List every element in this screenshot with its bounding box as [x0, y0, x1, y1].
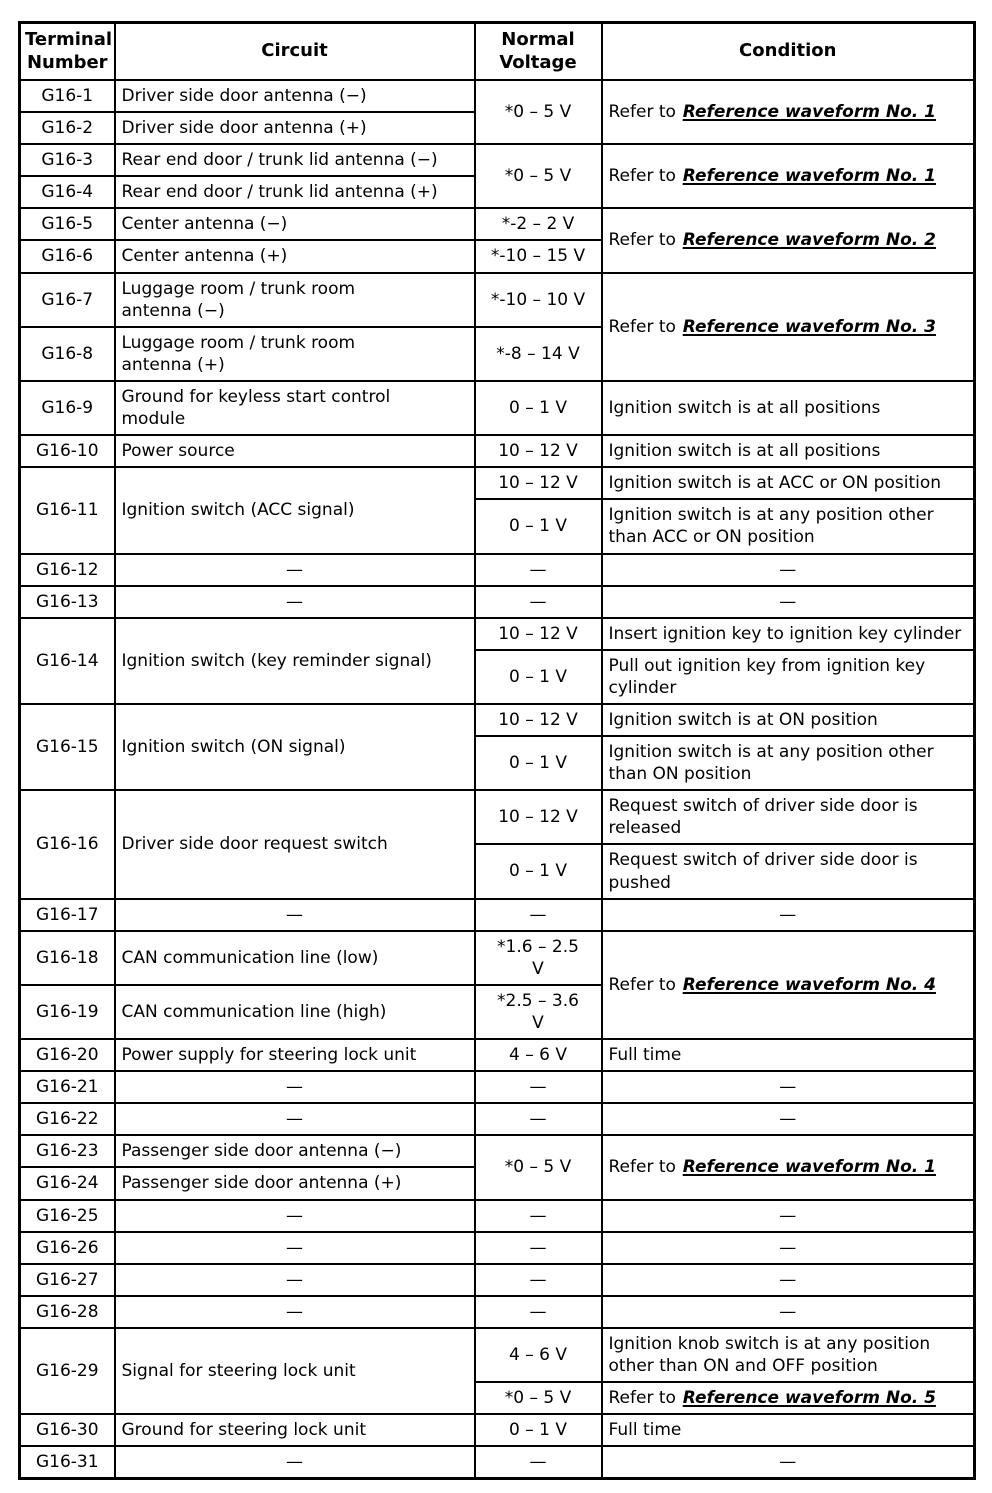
terminal-cell: G16-3 — [20, 144, 115, 176]
condition-cell: Ignition switch is at all positions — [602, 435, 975, 467]
terminal-cell: G16-8 — [20, 327, 115, 381]
terminal-cell: G16-10 — [20, 435, 115, 467]
terminal-cell: G16-7 — [20, 273, 115, 327]
condition-cell — [602, 1135, 975, 1199]
refer-to-text: Refer to — [608, 1157, 676, 1178]
voltage-cell: 4 – 6 V — [475, 1328, 602, 1382]
condition-cell: Ignition switch is at ON position — [602, 704, 975, 736]
circuit-cell: Center antenna (−) — [115, 208, 475, 240]
condition-cell — [602, 931, 975, 1039]
circuit-cell: Passenger side door antenna (−) — [115, 1135, 475, 1167]
circuit-cell: — — [115, 899, 475, 931]
terminal-cell: G16-30 — [20, 1414, 115, 1446]
terminal-cell: G16-12 — [20, 554, 115, 586]
voltage-cell: *0 – 5 V — [475, 144, 602, 208]
waveform-link[interactable]: Reference waveform No. 1 — [682, 166, 936, 187]
table-row — [20, 554, 975, 586]
circuit-text: Luggage room / trunk room antenna (−) — [121, 278, 356, 321]
voltage-cell: — — [475, 1296, 602, 1328]
table-row — [20, 1103, 975, 1135]
condition-cell: Full time — [602, 1414, 975, 1446]
voltage-cell: 0 – 1 V — [475, 381, 602, 435]
table-row — [20, 931, 975, 985]
voltage-cell: — — [475, 1264, 602, 1296]
voltage-cell: *-8 – 14 V — [475, 327, 602, 381]
table-row — [20, 435, 975, 467]
terminal-cell: G16-16 — [20, 790, 115, 898]
terminal-cell: G16-31 — [20, 1446, 115, 1479]
refer-to-text: Refer to — [608, 316, 676, 337]
voltage-cell: 0 – 1 V — [475, 499, 602, 553]
header-condition: Condition — [602, 23, 975, 81]
header-row — [20, 23, 975, 81]
circuit-cell: Passenger side door antenna (+) — [115, 1167, 475, 1199]
table-row — [20, 273, 975, 327]
circuit-cell: — — [115, 1103, 475, 1135]
table-row — [20, 618, 975, 650]
terminal-cell: G16-1 — [20, 80, 115, 112]
circuit-cell: CAN communication line (low) — [115, 931, 475, 985]
condition-cell: Pull out ignition key from ignition key cylinder — [602, 650, 975, 704]
condition-cell: Ignition knob switch is at any position other than ON and OFF position — [602, 1328, 975, 1382]
voltage-cell: 0 – 1 V — [475, 844, 602, 898]
circuit-cell: Power source — [115, 435, 475, 467]
voltage-cell: — — [475, 1103, 602, 1135]
voltage-cell: 10 – 12 V — [475, 467, 602, 499]
condition-cell: — — [602, 586, 975, 618]
voltage-cell: *-10 – 10 V — [475, 273, 602, 327]
table-row — [20, 1135, 975, 1167]
terminal-cell: G16-6 — [20, 240, 115, 272]
table-row — [20, 1414, 975, 1446]
refer-to-text: Refer to — [608, 102, 676, 123]
waveform-link[interactable]: Reference waveform No. 3 — [682, 316, 936, 337]
condition-cell — [602, 144, 975, 208]
terminal-cell: G16-28 — [20, 1296, 115, 1328]
refer-to-text: Refer to — [608, 974, 676, 995]
circuit-cell: Rear end door / trunk lid antenna (−) — [115, 144, 475, 176]
terminal-cell: G16-14 — [20, 618, 115, 704]
condition-cell: — — [602, 554, 975, 586]
circuit-cell — [115, 273, 475, 327]
circuit-cell: Power supply for steering lock unit — [115, 1039, 475, 1071]
condition-cell: Ignition switch is at ACC or ON position — [602, 467, 975, 499]
table-row — [20, 1328, 975, 1382]
terminal-cell: G16-13 — [20, 586, 115, 618]
condition-cell — [602, 80, 975, 144]
voltage-cell — [475, 985, 602, 1039]
header-circuit: Circuit — [115, 23, 475, 81]
header-terminal-number: Terminal Number — [20, 23, 115, 81]
terminal-cell: G16-2 — [20, 112, 115, 144]
voltage-cell: — — [475, 1446, 602, 1479]
voltage-cell: 0 – 1 V — [475, 650, 602, 704]
circuit-cell: Ignition switch (ON signal) — [115, 704, 475, 790]
condition-cell: Ignition switch is at any position other than ON position — [602, 736, 975, 790]
terminal-cell: G16-18 — [20, 931, 115, 985]
terminal-cell: G16-27 — [20, 1264, 115, 1296]
condition-cell: Request switch of driver side door is pushed — [602, 844, 975, 898]
voltage-cell — [475, 931, 602, 985]
table-row — [20, 1071, 975, 1103]
condition-cell: Insert ignition key to ignition key cylinder — [602, 618, 975, 650]
circuit-cell: Signal for steering lock unit — [115, 1328, 475, 1414]
table-row — [20, 1264, 975, 1296]
terminal-cell: G16-24 — [20, 1167, 115, 1199]
table-row — [20, 704, 975, 736]
terminal-cell: G16-21 — [20, 1071, 115, 1103]
waveform-link[interactable]: Reference waveform No. 4 — [682, 974, 936, 995]
table-row — [20, 381, 975, 435]
condition-cell — [602, 208, 975, 272]
circuit-cell: Driver side door antenna (−) — [115, 80, 475, 112]
voltage-text: *2.5 – 3.6 V — [497, 990, 579, 1033]
circuit-cell: Driver side door request switch — [115, 790, 475, 898]
refer-to-text: Refer to — [608, 1388, 676, 1409]
condition-cell: Request switch of driver side door is released — [602, 790, 975, 844]
terminal-cell: G16-20 — [20, 1039, 115, 1071]
voltage-cell: — — [475, 586, 602, 618]
circuit-text: Luggage room / trunk room antenna (+) — [121, 332, 356, 375]
terminal-cell: G16-23 — [20, 1135, 115, 1167]
circuit-cell: CAN communication line (high) — [115, 985, 475, 1039]
circuit-cell: — — [115, 1446, 475, 1479]
circuit-cell: Ignition switch (ACC signal) — [115, 467, 475, 553]
terminal-cell: G16-29 — [20, 1328, 115, 1414]
voltage-cell: *0 – 5 V — [475, 1135, 602, 1199]
terminal-cell: G16-19 — [20, 985, 115, 1039]
waveform-link[interactable]: Reference waveform No. 1 — [682, 1157, 936, 1178]
table-row — [20, 790, 975, 844]
circuit-cell: Ignition switch (key reminder signal) — [115, 618, 475, 704]
table-row — [20, 144, 975, 176]
waveform-link[interactable]: Reference waveform No. 5 — [682, 1388, 936, 1409]
voltage-cell: — — [475, 1071, 602, 1103]
voltage-cell: *-10 – 15 V — [475, 240, 602, 272]
condition-cell: — — [602, 1446, 975, 1479]
terminal-cell: G16-5 — [20, 208, 115, 240]
terminal-cell: G16-25 — [20, 1200, 115, 1232]
voltage-text: *1.6 – 2.5 V — [497, 936, 579, 979]
waveform-link[interactable]: Reference waveform No. 1 — [682, 102, 936, 123]
condition-cell: — — [602, 1264, 975, 1296]
circuit-cell: — — [115, 586, 475, 618]
condition-cell — [602, 1382, 975, 1414]
terminal-voltage-table — [18, 21, 976, 1480]
circuit-text: Ground for keyless start control module — [121, 386, 391, 430]
circuit-cell: Rear end door / trunk lid antenna (+) — [115, 176, 475, 208]
table-row — [20, 1296, 975, 1328]
terminal-cell: G16-17 — [20, 899, 115, 931]
header-normal-voltage: Normal Voltage — [475, 23, 602, 81]
condition-cell: — — [602, 899, 975, 931]
voltage-cell: 10 – 12 V — [475, 790, 602, 844]
circuit-cell — [115, 381, 475, 435]
table-row — [20, 1232, 975, 1264]
table-row — [20, 208, 975, 240]
voltage-cell: 10 – 12 V — [475, 618, 602, 650]
terminal-cell: G16-22 — [20, 1103, 115, 1135]
table-row — [20, 1446, 975, 1479]
voltage-cell: *-2 – 2 V — [475, 208, 602, 240]
circuit-cell: — — [115, 1200, 475, 1232]
circuit-cell: Center antenna (+) — [115, 240, 475, 272]
terminal-cell: G16-26 — [20, 1232, 115, 1264]
table-row — [20, 586, 975, 618]
condition-cell: Full time — [602, 1039, 975, 1071]
condition-cell: — — [602, 1296, 975, 1328]
condition-cell: — — [602, 1071, 975, 1103]
condition-cell: — — [602, 1103, 975, 1135]
table-row — [20, 1039, 975, 1071]
voltage-cell: — — [475, 554, 602, 586]
terminal-cell: G16-15 — [20, 704, 115, 790]
condition-cell: — — [602, 1200, 975, 1232]
condition-cell: Ignition switch is at any position other than ACC or ON position — [602, 499, 975, 553]
circuit-cell: Ground for steering lock unit — [115, 1414, 475, 1446]
refer-to-text: Refer to — [608, 166, 676, 187]
circuit-cell: — — [115, 1232, 475, 1264]
condition-cell: Ignition switch is at all positions — [602, 381, 975, 435]
terminal-cell: G16-9 — [20, 381, 115, 435]
voltage-cell: 0 – 1 V — [475, 1414, 602, 1446]
waveform-link[interactable]: Reference waveform No. 2 — [682, 230, 936, 251]
table-row — [20, 1200, 975, 1232]
terminal-cell: G16-4 — [20, 176, 115, 208]
voltage-cell: — — [475, 1200, 602, 1232]
circuit-cell: — — [115, 1296, 475, 1328]
voltage-cell: — — [475, 899, 602, 931]
refer-to-text: Refer to — [608, 230, 676, 251]
voltage-cell: *0 – 5 V — [475, 80, 602, 144]
voltage-cell: 4 – 6 V — [475, 1039, 602, 1071]
voltage-cell: 10 – 12 V — [475, 435, 602, 467]
condition-cell: — — [602, 1232, 975, 1264]
circuit-cell: — — [115, 554, 475, 586]
circuit-cell: — — [115, 1264, 475, 1296]
table-row — [20, 467, 975, 499]
circuit-cell: — — [115, 1071, 475, 1103]
condition-cell — [602, 273, 975, 381]
circuit-cell: Driver side door antenna (+) — [115, 112, 475, 144]
table-row — [20, 899, 975, 931]
voltage-cell: *0 – 5 V — [475, 1382, 602, 1414]
terminal-cell: G16-11 — [20, 467, 115, 553]
voltage-cell: — — [475, 1232, 602, 1264]
voltage-cell: 10 – 12 V — [475, 704, 602, 736]
table-row — [20, 80, 975, 112]
circuit-cell — [115, 327, 475, 381]
voltage-cell: 0 – 1 V — [475, 736, 602, 790]
